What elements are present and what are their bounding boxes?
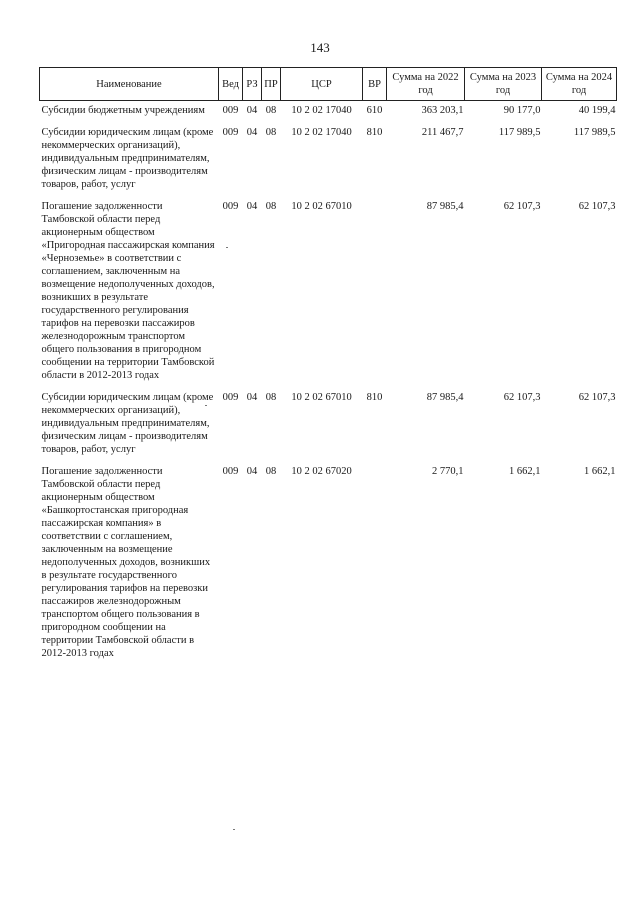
row-ved: 009 (222, 127, 239, 138)
row-csr: 10 2 02 17040 (291, 127, 352, 138)
row-pr: 08 (265, 466, 277, 477)
row-sum-2023: 1 662,1 (509, 466, 541, 477)
row-pr: 08 (265, 392, 277, 403)
header-ved: Вед (219, 68, 243, 101)
row-sum-2024: 62 107,3 (578, 392, 616, 403)
table-row (40, 101, 617, 124)
row-sum-2024: 40 199,4 (578, 105, 616, 116)
table-row (40, 123, 617, 197)
row-ved: 009 (222, 105, 239, 116)
row-ved: 009 (222, 392, 239, 403)
row-rz: 04 (246, 127, 258, 138)
row-sum-2022: 2 770,1 (432, 466, 464, 477)
row-vr (363, 462, 387, 666)
row-sum-2022: 363 203,1 (421, 105, 464, 116)
row-pr: 08 (265, 127, 277, 138)
row-vr: 810 (366, 127, 383, 138)
row-csr: 10 2 02 67010 (291, 201, 352, 212)
row-vr (363, 197, 387, 388)
row-name: Погашение задолженности Тамбовской области перед акционерным обществом «Пригородная пассажирская компания «Черноземье» в соответствии с соглашением, заключенным на возмещение недополученных доходов, возникших в результате государственного регулирования тарифов на перевозки пассажиров железнодорожным транспортом общего пользования в пригородном сообщении на территории Тамбовской области в 2012-2013 годах (41, 201, 215, 381)
row-sum-2022: 211 467,7 (421, 127, 464, 138)
header-sum-2024: Сумма на 2024 год (542, 68, 617, 101)
row-sum-2024: 117 989,5 (573, 127, 616, 138)
header-rz: РЗ (243, 68, 262, 101)
row-vr: 810 (366, 392, 383, 403)
row-csr: 10 2 02 67010 (291, 392, 352, 403)
row-name: Субсидии юридическим лицам (кроме некоммерческих организаций), индивидуальным предпринимателям, физическим лицам - производителям товаров, работ, услуг (41, 392, 214, 455)
header-sum-2023: Сумма на 2023 год (465, 68, 542, 101)
header-sum-2022: Сумма на 2022 год (387, 68, 465, 101)
table-row (40, 388, 617, 462)
header-vr: ВР (363, 68, 387, 101)
row-sum-2023: 62 107,3 (503, 201, 541, 212)
row-sum-2024: 62 107,3 (578, 201, 616, 212)
row-sum-2024: 1 662,1 (584, 466, 616, 477)
row-pr: 08 (265, 201, 277, 212)
row-vr: 610 (366, 105, 383, 116)
table-row (40, 462, 617, 666)
header-csr: ЦСР (281, 68, 363, 101)
row-ved: 009 (222, 466, 239, 477)
row-name: Субсидии юридическим лицам (кроме некоммерческих организаций), индивидуальным предпринимателям, физическим лицам - производителям товаров, работ, услуг (41, 127, 214, 190)
row-name: Субсидии бюджетным учреждениям (41, 105, 205, 116)
row-name: Погашение задолженности Тамбовской области перед акционерным обществом «Башкортостанская пригородная пассажирская компания» в соответствии с соглашением, заключенным на возмещение недополученных доходов, возникших в результате государственного регулирования тарифов на перевозки пассажиров железнодорожным транспортом общего пользования в пригородном сообщении на территории Тамбовской области в 2012-2013 годах (41, 466, 211, 659)
row-sum-2022: 87 985,4 (426, 392, 464, 403)
scan-speck (226, 247, 228, 248)
table-header-row (40, 68, 617, 101)
header-name: Наименование (40, 68, 219, 101)
row-sum-2023: 90 177,0 (503, 105, 541, 116)
row-sum-2022: 87 985,4 (426, 201, 464, 212)
row-ved: 009 (222, 201, 239, 212)
table-row (40, 197, 617, 388)
row-csr: 10 2 02 67020 (291, 466, 352, 477)
row-rz: 04 (246, 201, 258, 212)
row-rz: 04 (246, 466, 258, 477)
row-rz: 04 (246, 392, 258, 403)
row-pr: 08 (265, 105, 277, 116)
row-sum-2023: 117 989,5 (498, 127, 541, 138)
scan-speck (233, 829, 235, 830)
header-pr: ПР (262, 68, 281, 101)
row-csr: 10 2 02 17040 (291, 105, 352, 116)
scan-speck (205, 405, 207, 406)
row-rz: 04 (246, 105, 258, 116)
budget-table (39, 67, 617, 666)
row-sum-2023: 62 107,3 (503, 392, 541, 403)
page-number: 143 (310, 40, 330, 55)
